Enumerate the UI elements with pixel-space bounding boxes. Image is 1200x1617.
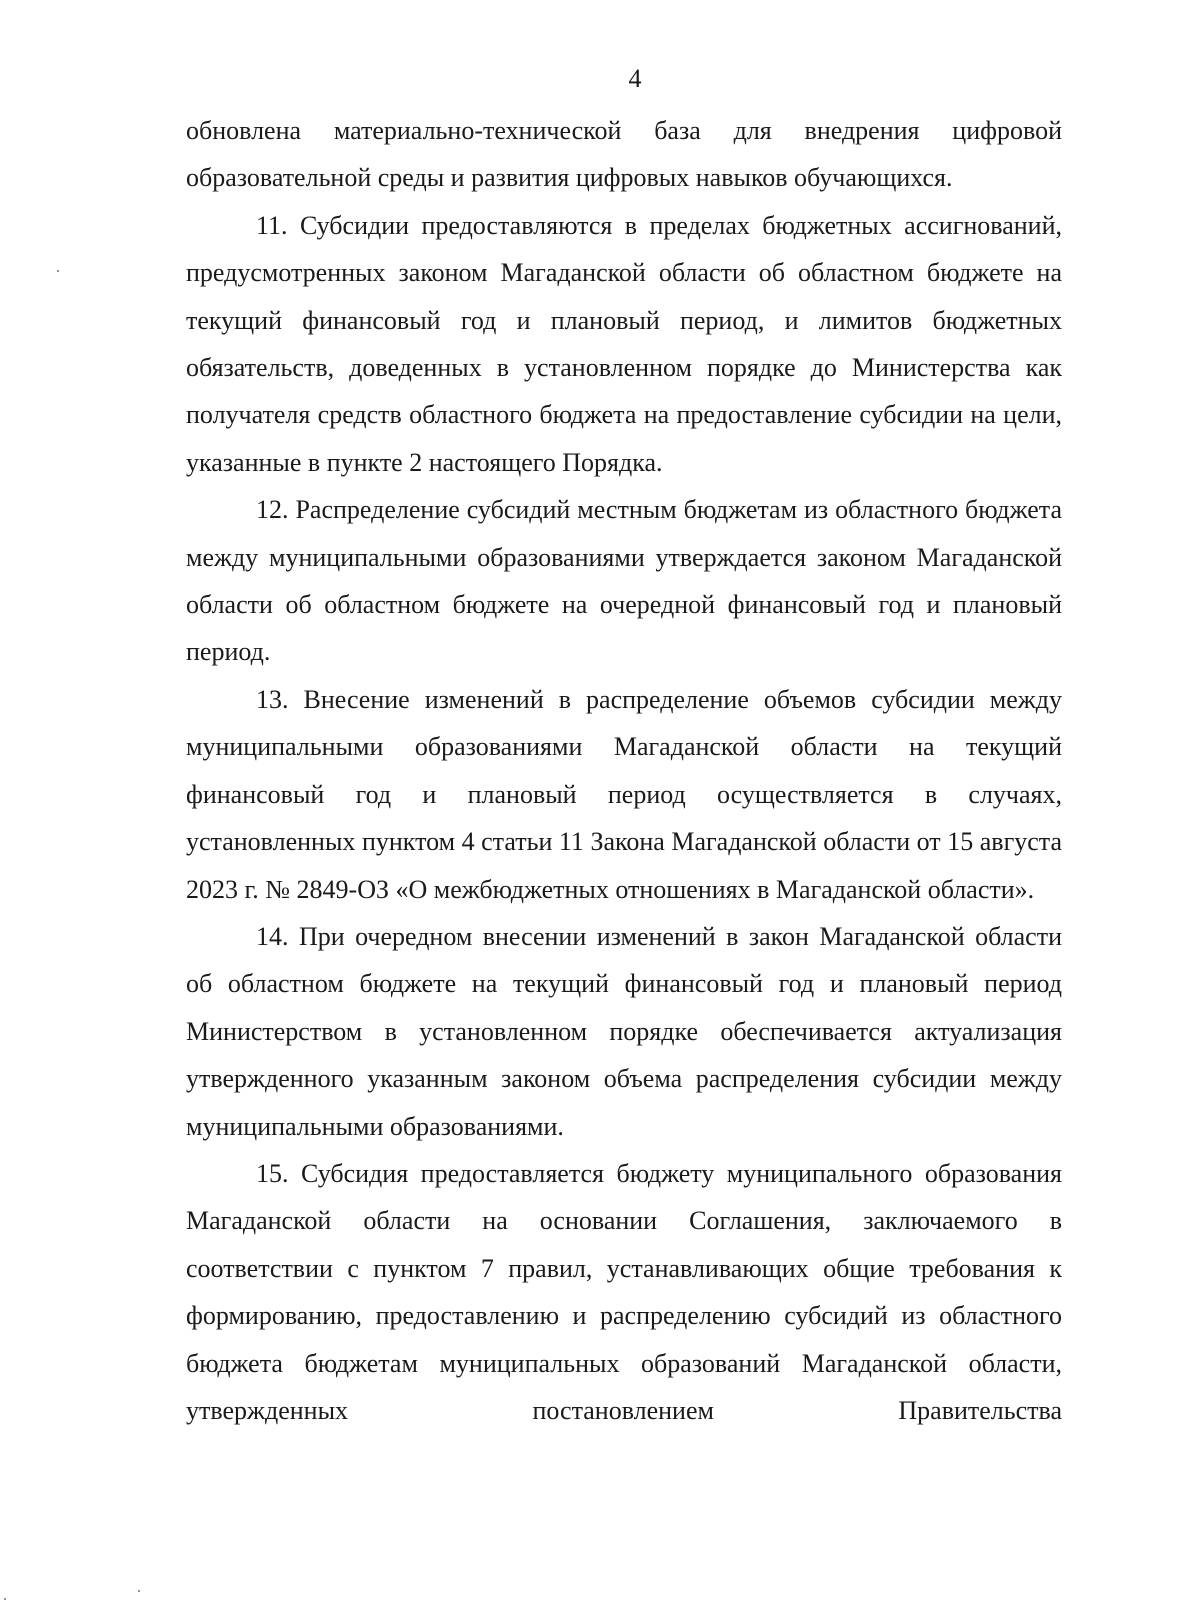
paragraph-item-11: 11. Субсидии предоставляются в пределах бюджетных ассигнований, предусмотренных законом Магаданской области об областном бюджете на текущий финансовый год и плановый период, и лимитов бюджетных обязательств, доведенных в установленном порядке до Министерства как получателя средств областного бюджета на предоставление субсидии на цели, указанные в пункте 2 настоящего Порядка. <box>186 210 1062 477</box>
scan-speck <box>4 1598 6 1600</box>
page-number: 4 <box>628 64 642 93</box>
paragraph-continuation: обновлена материально-технической база для внедрения цифровой образовательной среды и развития цифровых навыков обучающихся. <box>186 116 1062 193</box>
scan-speck <box>138 1590 140 1592</box>
document-body <box>186 107 1062 1434</box>
paragraph-item-13: 13. Внесение изменений в распределение объемов субсидии между муниципальными образованиями Магаданской области на текущий финансовый год и плановый период осуществляется в случаях, установленных пунктом 4 статьи 11 Закона Магаданской области от 15 августа 2023 г. № 2849-ОЗ «О межбюджетных отношениях в Магаданской области». <box>186 684 1062 904</box>
paragraph-item-14: 14. При очередном внесении изменений в закон Магаданской области об областном бюджете на текущий финансовый год и плановый период Министерством в установленном порядке обеспечивается актуализация утвержденного указанным законом объема распределения субсидии между муниципальными образованиями. <box>186 921 1062 1141</box>
paragraph-item-15: 15. Субсидия предоставляется бюджету муниципального образования Магаданской области на основании Соглашения, заключаемого в соответствии с пунктом 7 правил, устанавливающих общие требования к формированию, предоставлению и распределению субсидий из областного бюджета бюджетам муниципальных образований Магаданской области, утвержденных постановлением Правительства <box>186 1158 1062 1425</box>
paragraph-item-12: 12. Распределение субсидий местным бюджетам из областного бюджета между муниципальными образованиями утверждается законом Магаданской области об областном бюджете на очередной финансовый год и плановый период. <box>186 495 1062 667</box>
scan-speck <box>57 270 59 272</box>
